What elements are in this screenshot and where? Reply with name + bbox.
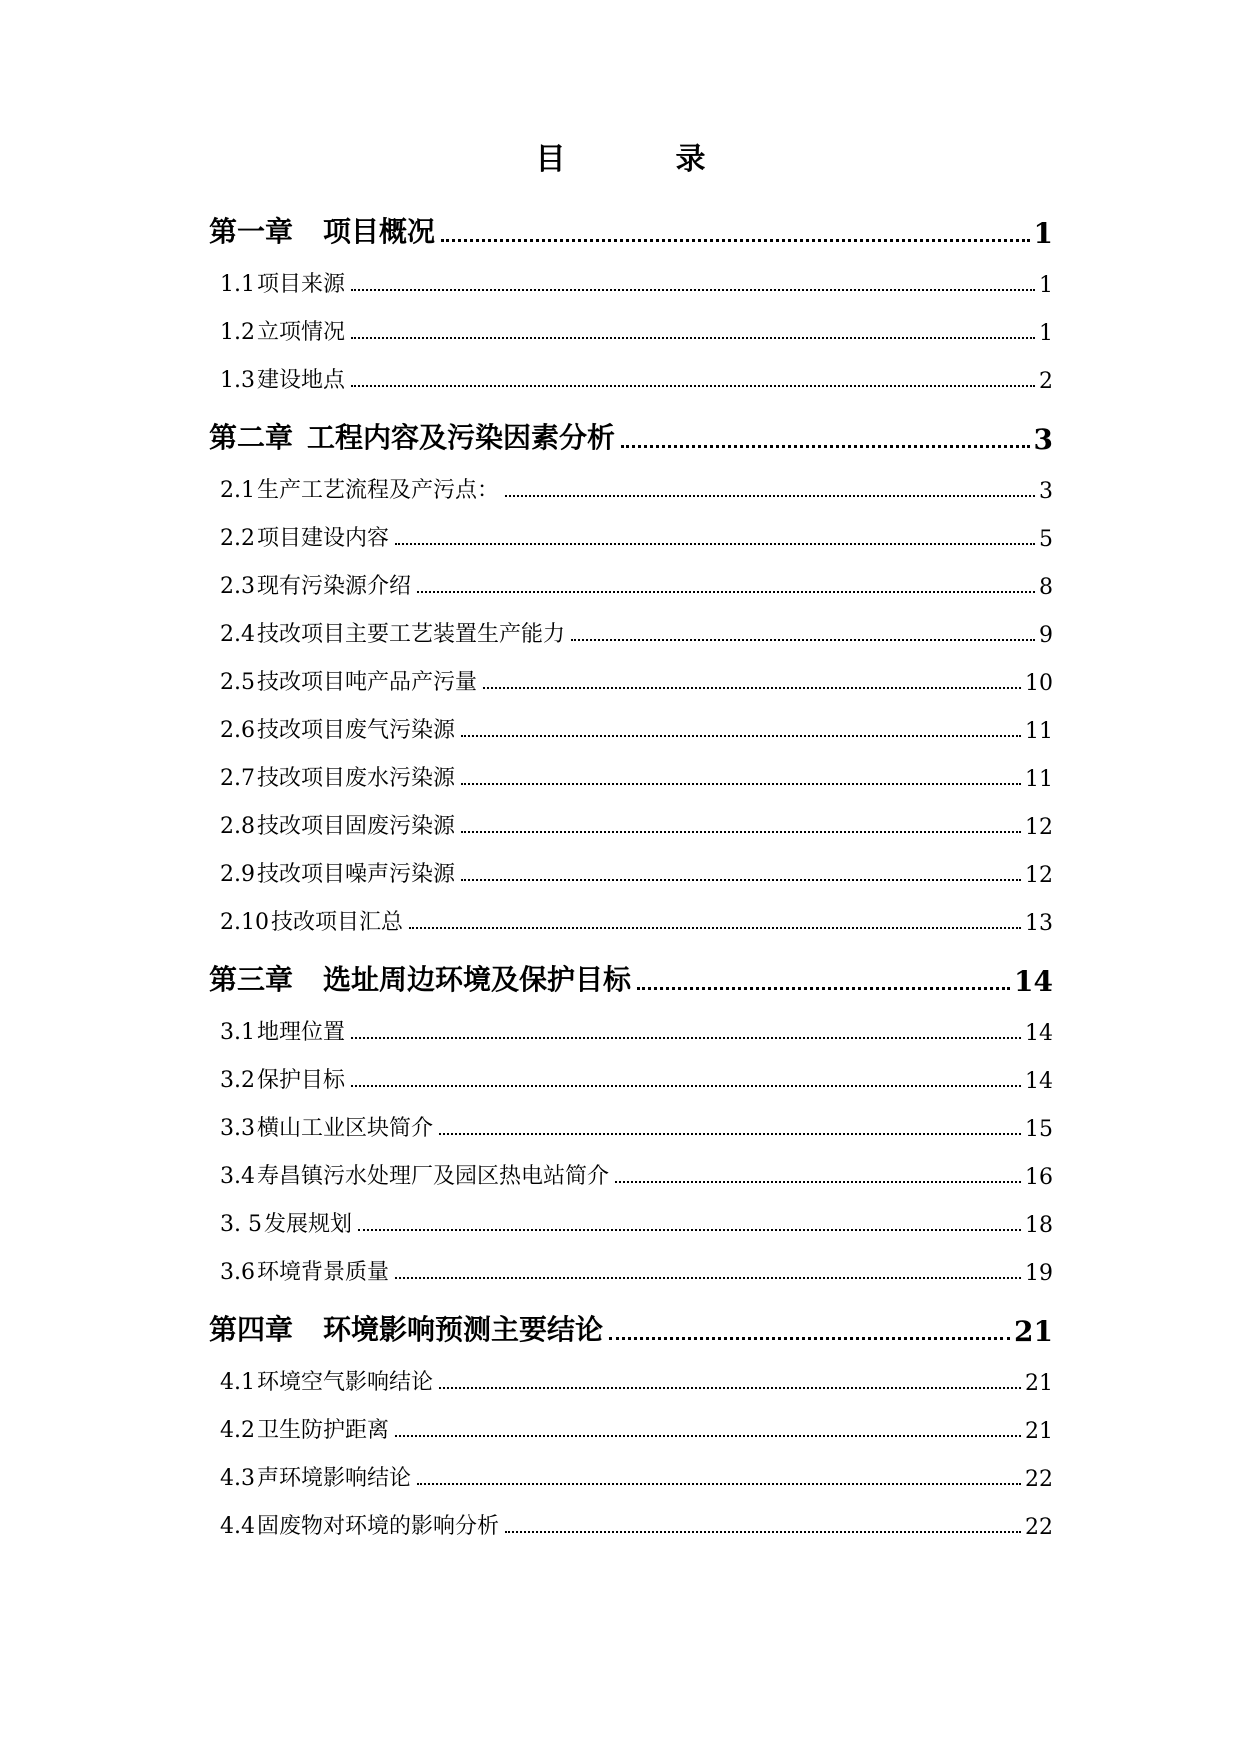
- toc-entry-label: [220, 315, 345, 346]
- toc-page-number: 11: [1025, 719, 1053, 744]
- dot-leader: [609, 1336, 1010, 1340]
- toc-entry-label: [220, 713, 455, 744]
- toc-entry-title: 技改项目汇总: [270, 910, 403, 935]
- dot-leader: [439, 1386, 1021, 1389]
- toc-entry-number: 第一章: [209, 215, 294, 248]
- toc-chapter-entry[interactable]: [209, 1308, 1053, 1348]
- toc-section-entry[interactable]: [220, 760, 1053, 792]
- toc-page-number: 9: [1039, 623, 1053, 648]
- toc-section-entry[interactable]: [220, 362, 1053, 394]
- toc-section-entry[interactable]: [220, 266, 1053, 298]
- toc-entry-title: 项目来源: [257, 272, 346, 297]
- toc-entry-number: 4.3: [220, 1466, 255, 1491]
- toc-entry-number: 第三章: [209, 963, 294, 996]
- toc-section-entry[interactable]: [220, 1508, 1053, 1540]
- toc-entry-label: [220, 267, 345, 298]
- toc-page-number: 1: [1039, 321, 1053, 346]
- toc-entry-number: 4.2: [220, 1418, 255, 1443]
- dot-leader: [461, 734, 1021, 737]
- dot-leader: [637, 986, 1010, 990]
- dot-leader: [395, 1276, 1021, 1279]
- toc-section-entry[interactable]: [220, 664, 1053, 696]
- toc-entry-number: 1.2: [220, 320, 255, 345]
- toc-entry-number: 3.2: [220, 1068, 255, 1093]
- toc-page-number: 14: [1014, 965, 1053, 998]
- toc-entry-title: 技改项目废水污染源: [257, 766, 456, 791]
- toc-entry-title: 环境空气影响结论: [257, 1370, 434, 1395]
- toc-entry-label: [220, 905, 403, 936]
- toc-entry-title: 技改项目噪声污染源: [257, 862, 456, 887]
- dot-leader: [615, 1180, 1021, 1183]
- toc-entry-number: 2.2: [220, 526, 255, 551]
- toc-entry-label: [220, 1413, 389, 1444]
- dot-leader: [505, 1530, 1021, 1533]
- toc-entry-title: 声环境影响结论: [257, 1466, 412, 1491]
- toc-entry-label: [220, 857, 455, 888]
- toc-entry-label: [220, 473, 499, 504]
- toc-entry-label: [220, 1159, 609, 1190]
- toc-entry-title: 现有污染源介绍: [257, 574, 412, 599]
- toc-entry-number: 2.8: [220, 814, 255, 839]
- toc-entry-number: 第四章: [209, 1313, 294, 1346]
- toc-entry-label: [220, 1111, 433, 1142]
- dot-leader: [351, 336, 1035, 339]
- toc-chapter-entry[interactable]: [209, 210, 1053, 250]
- toc-section-entry[interactable]: [220, 472, 1053, 504]
- toc-entry-number: 2.9: [220, 862, 255, 887]
- toc-entry-title: 生产工艺流程及产污点：: [257, 478, 500, 503]
- toc-entry-title: 环境影响预测主要结论: [323, 1313, 604, 1346]
- toc-page-number: 16: [1025, 1165, 1053, 1190]
- toc-entry-number: 2.4: [220, 622, 255, 647]
- toc-entry-number: 3.6: [220, 1260, 255, 1285]
- toc-page-number: 15: [1025, 1117, 1053, 1142]
- toc-entry-number: 2.3: [220, 574, 255, 599]
- toc-entry-title: 立项情况: [257, 320, 346, 345]
- toc-entry-title: 环境背景质量: [257, 1260, 390, 1285]
- toc-section-entry[interactable]: [220, 520, 1053, 552]
- toc-section-entry[interactable]: [220, 616, 1053, 648]
- toc-entry-label: [220, 665, 477, 696]
- toc-entry-title: 地理位置: [257, 1020, 346, 1045]
- toc-entry-label: [220, 1063, 345, 1094]
- dot-leader: [461, 830, 1021, 833]
- toc-entry-title: 卫生防护距离: [257, 1418, 390, 1443]
- dot-leader: [351, 384, 1035, 387]
- toc-page-number: 18: [1025, 1213, 1053, 1238]
- dot-leader: [461, 878, 1021, 881]
- toc-entry-label: [220, 569, 411, 600]
- toc-entry-number: 4.4: [220, 1514, 255, 1539]
- toc-entry-label: [209, 416, 615, 456]
- toc-entry-title: 建设地点: [257, 368, 346, 393]
- toc-section-entry[interactable]: [220, 712, 1053, 744]
- toc-entry-label: [209, 958, 631, 998]
- toc-page-number: 8: [1039, 575, 1053, 600]
- toc-page-number: 22: [1025, 1467, 1053, 1492]
- toc-entry-label: [220, 1461, 411, 1492]
- toc-entry-label: [209, 210, 435, 250]
- toc-page-number: 22: [1025, 1515, 1053, 1540]
- dot-leader: [417, 1482, 1021, 1485]
- toc-entry-label: [220, 617, 565, 648]
- toc-entry-number: 3.1: [220, 1020, 255, 1045]
- dot-leader: [441, 238, 1029, 242]
- toc-page-number: 13: [1025, 911, 1053, 936]
- dot-leader: [358, 1228, 1021, 1231]
- toc-entry-label: [220, 1207, 352, 1238]
- toc-chapter-entry[interactable]: [209, 958, 1053, 998]
- toc-entry-title: 技改项目主要工艺装置生产能力: [257, 622, 566, 647]
- toc-entry-title: 寿昌镇污水处理厂及园区热电站简介: [257, 1164, 610, 1189]
- toc-entry-title: 项目概况: [323, 215, 436, 248]
- dot-leader: [417, 590, 1035, 593]
- toc-section-entry[interactable]: [220, 1158, 1053, 1190]
- toc-page-number: 21: [1014, 1315, 1053, 1348]
- toc-entry-label: [209, 1308, 603, 1348]
- toc-section-entry[interactable]: [220, 1206, 1053, 1238]
- toc-section-entry[interactable]: [220, 1110, 1053, 1142]
- toc-section-entry[interactable]: [220, 1364, 1053, 1396]
- toc-section-entry[interactable]: [220, 856, 1053, 888]
- toc-title: 目 录: [535, 142, 746, 177]
- toc-page-number: 12: [1025, 863, 1053, 888]
- toc-entry-title: 横山工业区块简介: [257, 1116, 434, 1141]
- toc-entry-number: 3.3: [220, 1116, 255, 1141]
- dot-leader: [409, 926, 1021, 929]
- toc-entry-number: 2.10: [220, 910, 269, 935]
- toc-entry-label: [220, 363, 345, 394]
- toc-entry-title: 选址周边环境及保护目标: [323, 963, 632, 996]
- toc-entry-number: 4.1: [220, 1370, 255, 1395]
- toc-entry-number: 2.5: [220, 670, 255, 695]
- toc-entry-label: [220, 809, 455, 840]
- toc-entry-title: 发展规划: [263, 1212, 352, 1237]
- toc-entry-number: 3.4: [220, 1164, 255, 1189]
- toc-entry-label: [220, 521, 389, 552]
- dot-leader: [395, 542, 1035, 545]
- toc-entry-number: 1.1: [220, 272, 255, 297]
- toc-entry-number: 1.3: [220, 368, 255, 393]
- toc-page-number: 1: [1039, 273, 1053, 298]
- toc-entry-title: 技改项目废气污染源: [257, 718, 456, 743]
- toc-page-number: 14: [1025, 1069, 1053, 1094]
- toc-entry-label: [220, 1255, 389, 1286]
- toc-entry-number: 3. 5: [220, 1212, 262, 1237]
- dot-leader: [461, 782, 1021, 785]
- toc-entry-title: 工程内容及污染因素分析: [307, 421, 616, 454]
- toc-entry-title: 项目建设内容: [257, 526, 390, 551]
- dot-leader: [505, 494, 1035, 497]
- toc-page-number: 14: [1025, 1021, 1053, 1046]
- toc-entry-number: 第二章: [209, 421, 294, 454]
- dot-leader: [351, 1036, 1021, 1039]
- toc-section-entry[interactable]: [220, 1412, 1053, 1444]
- toc-section-entry[interactable]: [220, 808, 1053, 840]
- toc-entry-label: [220, 1509, 499, 1540]
- toc-entry-label: [220, 1015, 345, 1046]
- toc-section-entry[interactable]: [220, 568, 1053, 600]
- toc-entry-title: 技改项目固废污染源: [257, 814, 456, 839]
- toc-entry-number: 2.7: [220, 766, 255, 791]
- toc-entry-label: [220, 761, 455, 792]
- toc-entry-title: 固废物对环境的影响分析: [257, 1514, 500, 1539]
- toc-section-entry[interactable]: [220, 1254, 1053, 1286]
- dot-leader: [621, 444, 1029, 448]
- dot-leader: [351, 288, 1035, 291]
- toc-chapter-entry[interactable]: [209, 416, 1053, 456]
- toc-section-entry[interactable]: [220, 314, 1053, 346]
- toc-page-number: 3: [1033, 423, 1053, 456]
- toc-page-number: 19: [1025, 1261, 1053, 1286]
- toc-entry-label: [220, 1365, 433, 1396]
- toc-page-number: 11: [1025, 767, 1053, 792]
- toc-page-number: 3: [1039, 479, 1053, 504]
- toc-page-number: 1: [1033, 217, 1053, 250]
- toc-page-number: 5: [1039, 527, 1053, 552]
- dot-leader: [351, 1084, 1021, 1087]
- toc-section-entry[interactable]: [220, 1460, 1053, 1492]
- dot-leader: [571, 638, 1035, 641]
- toc-entry-number: 2.1: [220, 478, 255, 503]
- toc-page-number: 12: [1025, 815, 1053, 840]
- dot-leader: [483, 686, 1021, 689]
- dot-leader: [395, 1434, 1021, 1437]
- dot-leader: [439, 1132, 1021, 1135]
- toc-section-entry[interactable]: [220, 904, 1053, 936]
- toc-entry-title: 技改项目吨产品产污量: [257, 670, 478, 695]
- toc-section-entry[interactable]: [220, 1062, 1053, 1094]
- toc-page-number: 10: [1025, 671, 1053, 696]
- toc-page-number: 21: [1025, 1371, 1053, 1396]
- toc-entry-number: 2.6: [220, 718, 255, 743]
- toc-page-number: 2: [1039, 369, 1053, 394]
- toc-section-entry[interactable]: [220, 1014, 1053, 1046]
- toc-entry-title: 保护目标: [257, 1068, 346, 1093]
- toc-page-number: 21: [1025, 1419, 1053, 1444]
